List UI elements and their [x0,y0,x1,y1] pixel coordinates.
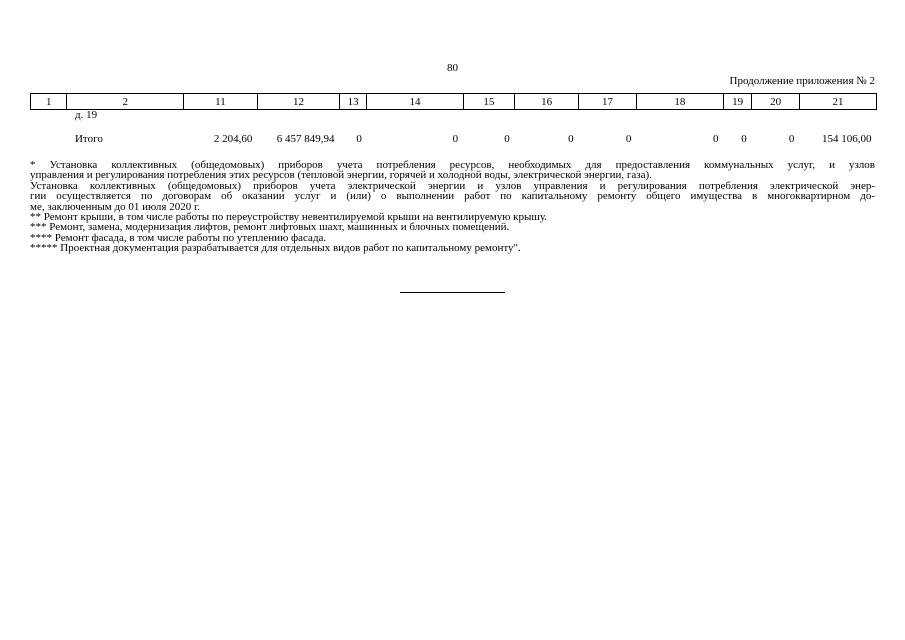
total-cell: 0 [568,132,574,145]
total-cell: 0 [625,132,632,145]
footnote-line: **** Ремонт фасада, в том числе работы по утеплению фасада. [30,231,327,244]
footnote-line: * Установка коллективных (общедомовых) приборов учета потребления ресурсов, необходимых для предоставления коммунальных услуг, и узлов [30,159,875,171]
closing-rule [400,292,505,293]
column-header: 12 [257,94,339,110]
total-cell: 0 [741,132,747,145]
total-cell: 0 [356,132,362,145]
total-cell: 6 457 849,94 [276,132,335,145]
footnote-line: гии осуществляется по договорам об оказании услуг и (или) о выполнении работ по капитальному ремонту общего имущества в многоквартирном до- [30,190,875,203]
data-table [30,93,877,156]
column-header: 14 [367,94,463,110]
address-row [31,110,877,123]
column-header: 18 [636,94,723,110]
footnote-line: ** Ремонт крыши, в том числе работы по переустройству невентилируемой крыши на вентилируемую крышу. [30,211,548,224]
total-label: Итого [74,132,103,145]
footnote-line: ме, заключенным до 01 июля 2020 г. [30,200,200,213]
total-cell: 0 [712,132,719,145]
column-header: 1 [31,94,67,110]
column-header: 11 [183,94,257,110]
total-cell: 0 [504,132,510,145]
column-header: 13 [339,94,366,110]
column-header: 19 [723,94,751,110]
total-cell: 0 [788,132,795,145]
column-header: 20 [752,94,800,110]
total-cell: 2 204,60 [213,132,253,145]
footnotes [30,160,875,254]
appendix-continuation-label: Продолжение приложения № 2 [729,75,875,87]
footnote-line: ***** Проектная документация разрабатывается для отдельных видов работ по капитальному ремонту". [30,242,521,255]
total-cell: 154 106,00 [822,132,872,145]
column-header: 2 [67,94,184,110]
column-header: 15 [463,94,515,110]
column-number-row [31,94,877,110]
column-header: 17 [579,94,637,110]
column-header: 16 [515,94,579,110]
column-header: 21 [799,94,876,110]
footnote-line: *** Ремонт, замена, модернизация лифтов, ремонт лифтовых шахт, машинных и блочных помещений. [30,221,510,234]
page-number: 80 [447,62,458,74]
total-row [31,122,877,156]
total-cell: 0 [452,132,459,145]
address-cell: д. 19 [74,109,98,121]
footnote-line: Установка коллективных (общедомовых) приборов учета электрической энергии и узлов управления и регулирования потребления электрической энер- [30,179,875,192]
footnote-line: управления и регулирования потребления этих ресурсов (тепловой энергии, горячей и холодной воды, электрической энергии, газа). [30,169,652,182]
